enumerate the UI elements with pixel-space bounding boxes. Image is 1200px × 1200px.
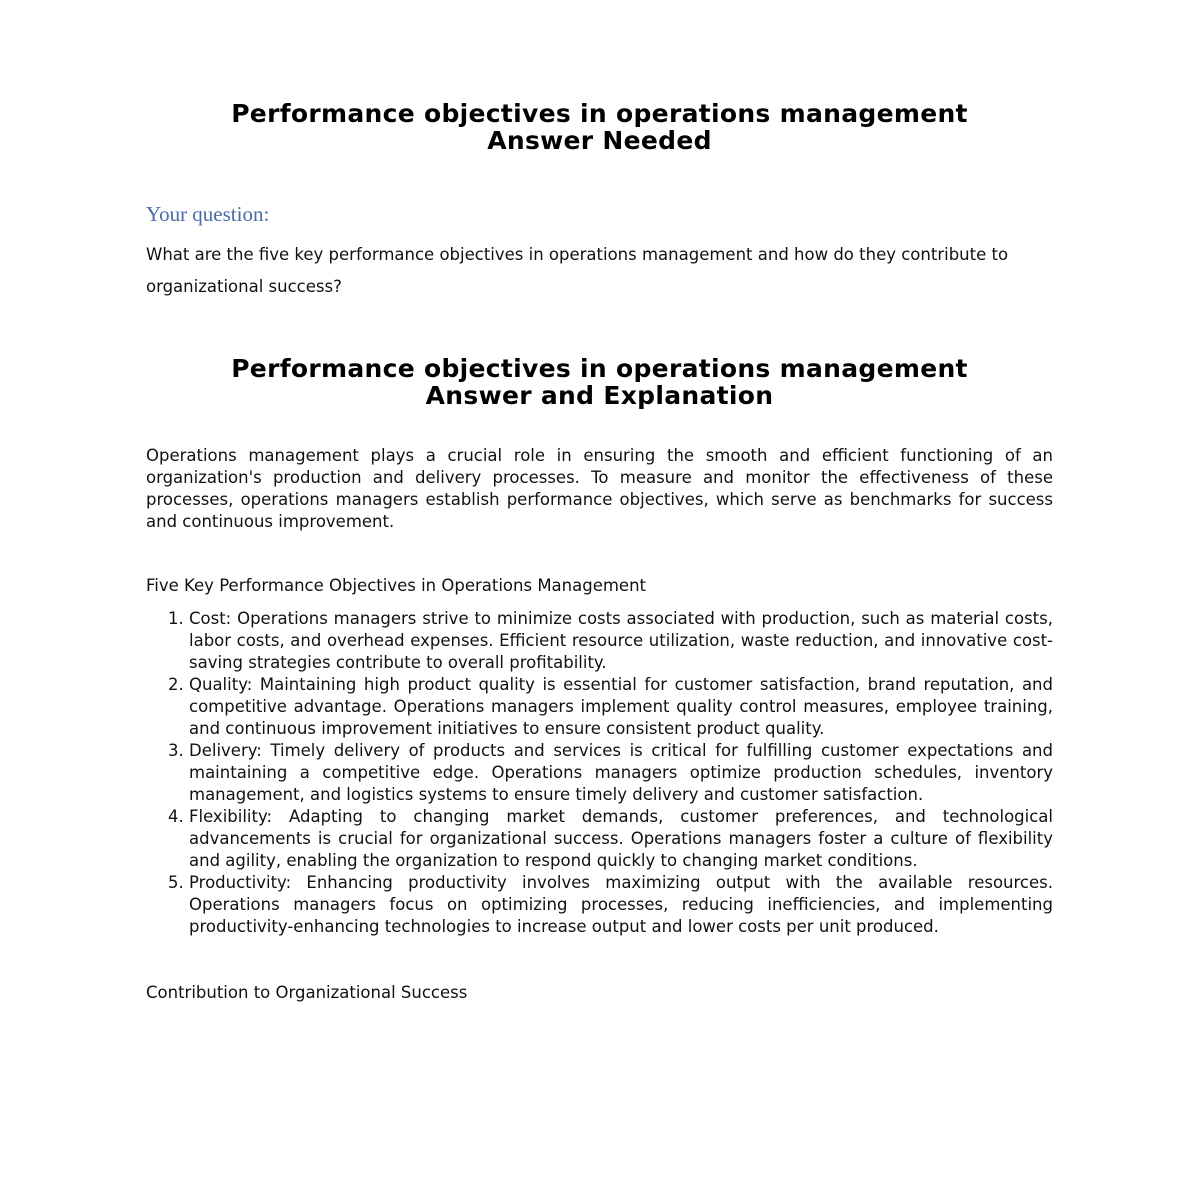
page-title bbox=[146, 100, 1053, 154]
page-title-line-1: Performance objectives in operations management bbox=[231, 99, 968, 128]
intro-paragraph: Operations management plays a crucial role in ensuring the smooth and efficient functioning of an organization's production and delivery processes. To measure and monitor the effectiveness of these processes, operations managers establish performance objectives, which serve as benchmarks for success and continuous improvement. bbox=[146, 446, 1053, 531]
question-text: What are the five key performance objectives in operations management and how do they contribute to organizational success? bbox=[146, 245, 1009, 296]
answer-title-line-2: Answer and Explanation bbox=[425, 381, 774, 410]
answer-title-line-1: Performance objectives in operations management bbox=[231, 354, 968, 383]
objectives-list bbox=[146, 608, 1053, 938]
objective-item-quality: 2. Quality: Maintaining high product quality is essential for customer satisfaction, brand reputation, and competitive advantage. Operations managers implement quality control measures, employee training, and continuous improvement initiatives to ensure consistent product quality. bbox=[189, 674, 1053, 740]
question-label: Your question: bbox=[146, 202, 270, 226]
contribution-heading: Contribution to Organizational Success bbox=[146, 983, 468, 1002]
objective-item-cost: 1. Cost: Operations managers strive to minimize costs associated with production, such as material costs, labor costs, and overhead expenses. Efficient resource utilization, waste reduction, and innovative cost-saving strategies contribute to overall profitability. bbox=[189, 608, 1053, 674]
objective-item-flexibility: 4. Flexibility: Adapting to changing market demands, customer preferences, and technological advancements is crucial for organizational success. Operations managers foster a culture of flexibility and agility, enabling the organization to respond quickly to changing market conditions. bbox=[189, 806, 1053, 872]
objectives-heading: Five Key Performance Objectives in Operations Management bbox=[146, 576, 647, 595]
page-title-line-2: Answer Needed bbox=[487, 126, 712, 155]
answer-title bbox=[146, 355, 1053, 409]
objective-item-delivery: 3. Delivery: Timely delivery of products and services is critical for fulfilling customer expectations and maintaining a competitive edge. Operations managers optimize production schedules, inventory management, and logistics systems to ensure timely delivery and customer satisfaction. bbox=[189, 740, 1053, 806]
objective-item-productivity: 5. Productivity: Enhancing productivity involves maximizing output with the available resources. Operations managers focus on optimizing processes, reducing inefficiencies, and implementing productivity-enhancing technologies to increase output and lower costs per unit produced. bbox=[189, 872, 1053, 938]
